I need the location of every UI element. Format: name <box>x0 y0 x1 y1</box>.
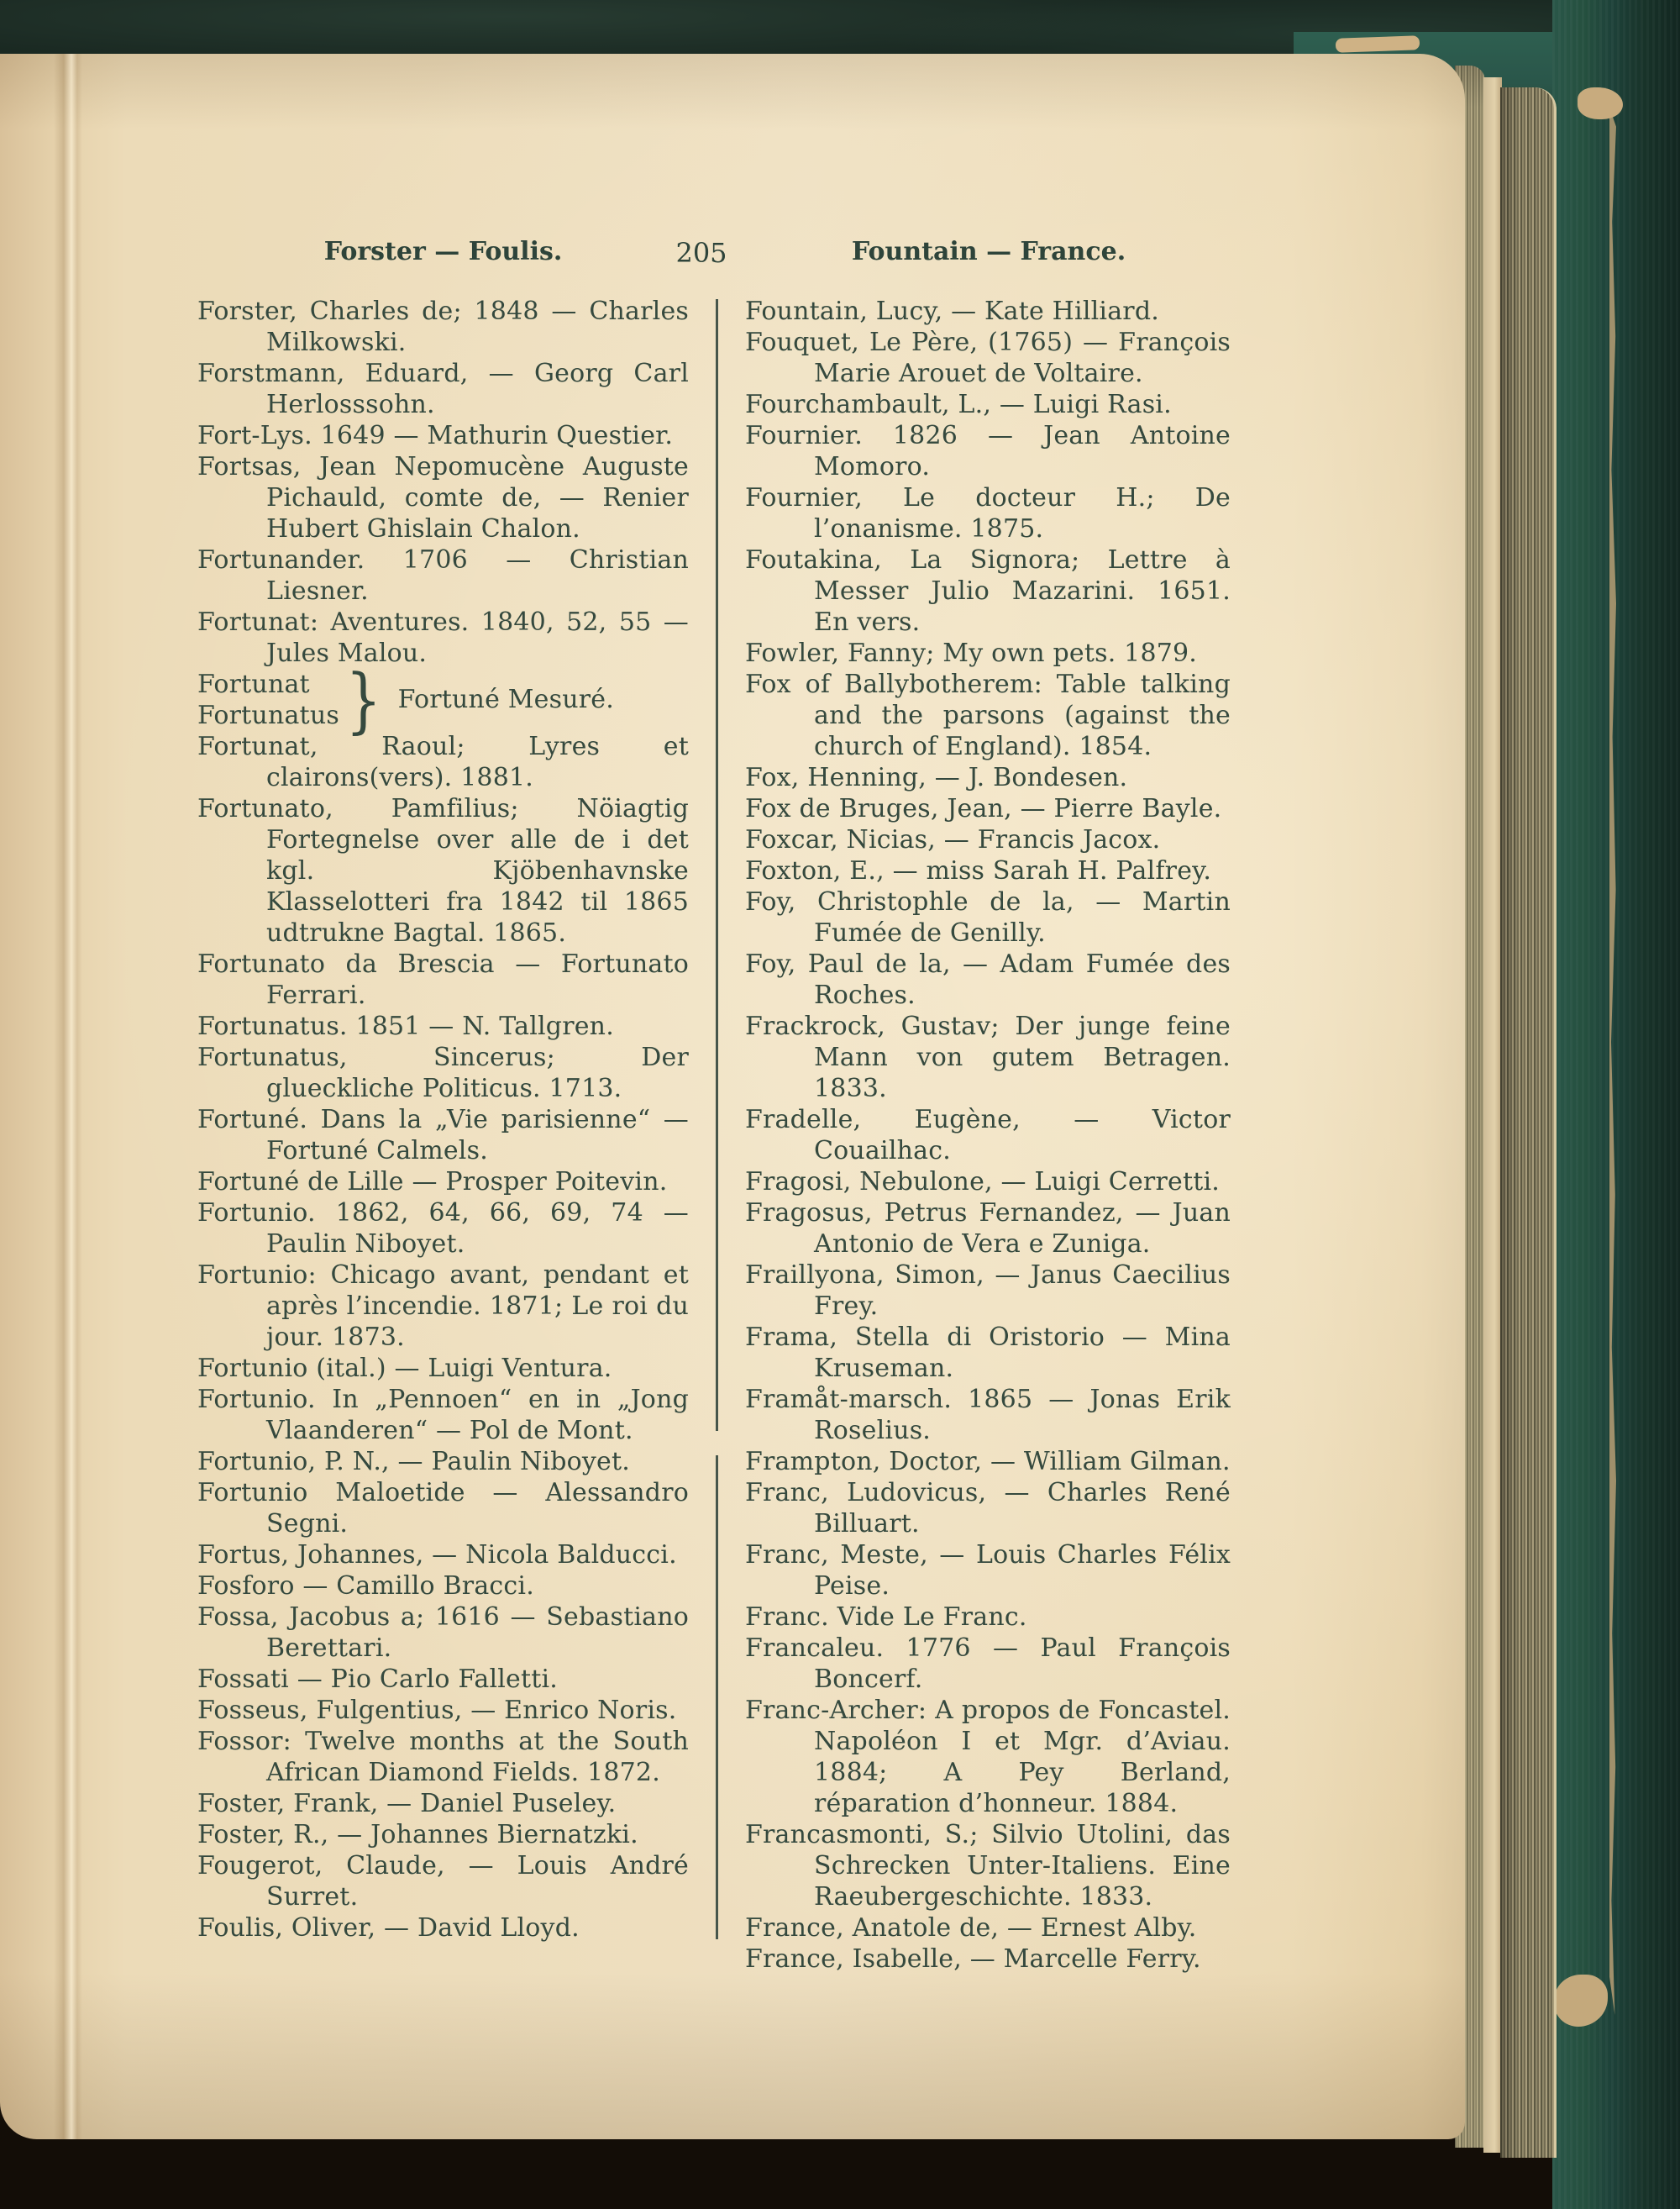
entry: Foxton, E., — miss Sarah H. Palfrey. <box>745 856 1212 886</box>
entry: Fortunato, Pamfilius; Nöiagtig Fortegnelse over alle de i det kgl. Kjöbenhavnske Klasselotteri fra 1842 til 1865 udtrukne Bagtal. 1865. <box>197 794 689 948</box>
brace-entry <box>197 659 689 741</box>
column-divider <box>716 299 718 1939</box>
entry: Francasmonti, S.; Silvio Utolini, das Schrecken Unter-Italiens. Eine Raeubergeschichte. 1833. <box>745 1820 1231 1912</box>
entry: Forster, Charles de; 1848 — Charles Milkowski. <box>197 297 689 357</box>
entry: Forstmann, Eduard, — Georg Carl Herlosssohn. <box>197 359 689 419</box>
entry: France, Anatole de, — Ernest Alby. <box>745 1913 1197 1943</box>
entry: Frackrock, Gustav; Der junge feine Mann von gutem Betragen. 1833. <box>745 1012 1231 1103</box>
entry: Foulis, Oliver, — David Lloyd. <box>197 1913 580 1943</box>
entry: Fossa, Jacobus a; 1616 — Sebastiano Berettari. <box>197 1602 689 1663</box>
entry: Fortsas, Jean Nepomucène Auguste Pichauld, comte de, — Renier Hubert Ghislain Chalon. <box>197 452 689 544</box>
entry: Fraillyona, Simon, — Janus Caecilius Frey. <box>745 1260 1231 1321</box>
entry: Fortunatus, Sincerus; Der glueckliche Politicus. 1713. <box>197 1043 689 1103</box>
entry: Fox, Henning, — J. Bondesen. <box>745 763 1128 792</box>
book-cover-right <box>1552 0 1680 2209</box>
entry: Fossor: Twelve months at the South African Diamond Fields. 1872. <box>197 1727 689 1787</box>
entry: Foster, Frank, — Daniel Puseley. <box>197 1789 617 1818</box>
running-title-left: Forster — Foulis. <box>323 237 563 266</box>
brace-entry-names <box>197 669 339 731</box>
entry: Frampton, Doctor, — William Gilman. <box>745 1447 1231 1476</box>
entry: Fort-Lys. 1649 — Mathurin Questier. <box>197 421 674 450</box>
entry: Fortunio (ital.) — Luigi Ventura. <box>197 1354 612 1383</box>
entry: Fougerot, Claude, — Louis André Surret. <box>197 1851 689 1912</box>
entry: Fragosi, Nebulone, — Luigi Cerretti. <box>745 1167 1220 1197</box>
entry: Foy, Christophle de la, — Martin Fumée de Genilly. <box>745 887 1231 948</box>
cover-wear-chip <box>1336 35 1420 52</box>
entry: Fradelle, Eugène, — Victor Couailhac. <box>745 1105 1231 1165</box>
entry: Fournier. 1826 — Jean Antoine Momoro. <box>745 421 1231 481</box>
entry: Fortunatus. 1851 — N. Tallgren. <box>197 1012 614 1041</box>
running-header <box>0 237 1465 271</box>
entry: Foster, R., — Johannes Biernatzki. <box>197 1820 638 1849</box>
entry: Fosseus, Fulgentius, — Enrico Noris. <box>197 1696 677 1725</box>
right-column <box>745 296 1231 1975</box>
entry: Fortuné. Dans la „Vie parisienne“ — Fortuné Calmels. <box>197 1105 689 1165</box>
entry: Foxcar, Nicias, — Francis Jacox. <box>745 825 1161 855</box>
entry: Fortunio, P. N., — Paulin Niboyet. <box>197 1447 630 1476</box>
entry: Fortunio. In „Pennoen“ en in „Jong Vlaanderen“ — Pol de Mont. <box>197 1385 689 1445</box>
entry: Fortuné de Lille — Prosper Poitevin. <box>197 1167 668 1197</box>
entry: Fortunio: Chicago avant, pendant et après l’incendie. 1871; Le roi du jour. 1873. <box>197 1260 689 1352</box>
page-number: 205 <box>675 237 727 269</box>
entry: Franc. Vide Le Franc. <box>745 1602 1027 1632</box>
entry: Franc-Archer: A propos de Foncastel. Napoléon I et Mgr. d’Aviau. 1884; A Pey Berland, réparation d’honneur. 1884. <box>745 1696 1231 1818</box>
entry: Frama, Stella di Oristorio — Mina Kruseman. <box>745 1323 1231 1383</box>
left-column <box>197 296 689 1943</box>
entry: Fournier, Le docteur H.; De l’onanisme. 1875. <box>745 483 1231 544</box>
entry: Framåt-marsch. 1865 — Jonas Erik Roselius. <box>745 1385 1231 1445</box>
entry: Fortunio Maloetide — Alessandro Segni. <box>197 1478 689 1538</box>
entry: Fortunander. 1706 — Christian Liesner. <box>197 545 689 606</box>
page-fore-edge-outer <box>1500 87 1557 2158</box>
entry: Foutakina, La Signora; Lettre à Messer Julio Mazarini. 1651. En vers. <box>745 545 1231 637</box>
entry: Fosforo — Camillo Bracci. <box>197 1571 534 1601</box>
entry: Fossati — Pio Carlo Falletti. <box>197 1665 559 1694</box>
cover-wear-chip <box>1578 87 1623 119</box>
entry: Fortunat, Raoul; Lyres et clairons(vers). 1881. <box>197 732 689 792</box>
entry: Fortunato da Brescia — Fortunato Ferrari. <box>197 949 689 1010</box>
gutter-crease <box>54 54 82 2139</box>
entry-result: Fortuné Mesuré. <box>397 685 614 714</box>
entry: Franc, Ludovicus, — Charles René Billuart. <box>745 1478 1231 1538</box>
entry: Foy, Paul de la, — Adam Fumée des Roches. <box>745 949 1231 1010</box>
entry: Fortunio. 1862, 64, 66, 69, 74 — Paulin Niboyet. <box>197 1198 689 1259</box>
entry: Francaleu. 1776 — Paul François Boncerf. <box>745 1633 1231 1694</box>
entry-name: Fortunat <box>197 670 310 699</box>
entry: Franc, Meste, — Louis Charles Félix Peise. <box>745 1540 1231 1601</box>
book-page <box>0 54 1465 2139</box>
entry: Fountain, Lucy, — Kate Hilliard. <box>745 297 1159 326</box>
page-fore-edge-sliver <box>1483 77 1502 2153</box>
entry: Fox de Bruges, Jean, — Pierre Bayle. <box>745 794 1222 823</box>
entry: Fouquet, Le Père, (1765) — François Marie Arouet de Voltaire. <box>745 328 1231 388</box>
entry: Fox of Ballybotherem: Table talking and the parsons (against the church of England). 1854. <box>745 670 1231 761</box>
entry: Fowler, Fanny; My own pets. 1879. <box>745 639 1198 668</box>
entry: Fragosus, Petrus Fernandez, — Juan Antonio de Vera e Zuniga. <box>745 1198 1231 1259</box>
entry: Fortus, Johannes, — Nicola Balducci. <box>197 1540 677 1570</box>
entry-name: Fortunatus <box>197 701 339 730</box>
entry: Fortunat: Aventures. 1840, 52, 55 — Jules Malou. <box>197 607 689 668</box>
running-title-right: Fountain — France. <box>851 237 1126 266</box>
entry: Fourchambault, L., — Luigi Rasi. <box>745 390 1172 419</box>
entry: France, Isabelle, — Marcelle Ferry. <box>745 1944 1201 1974</box>
brace-glyph: } <box>345 659 382 741</box>
